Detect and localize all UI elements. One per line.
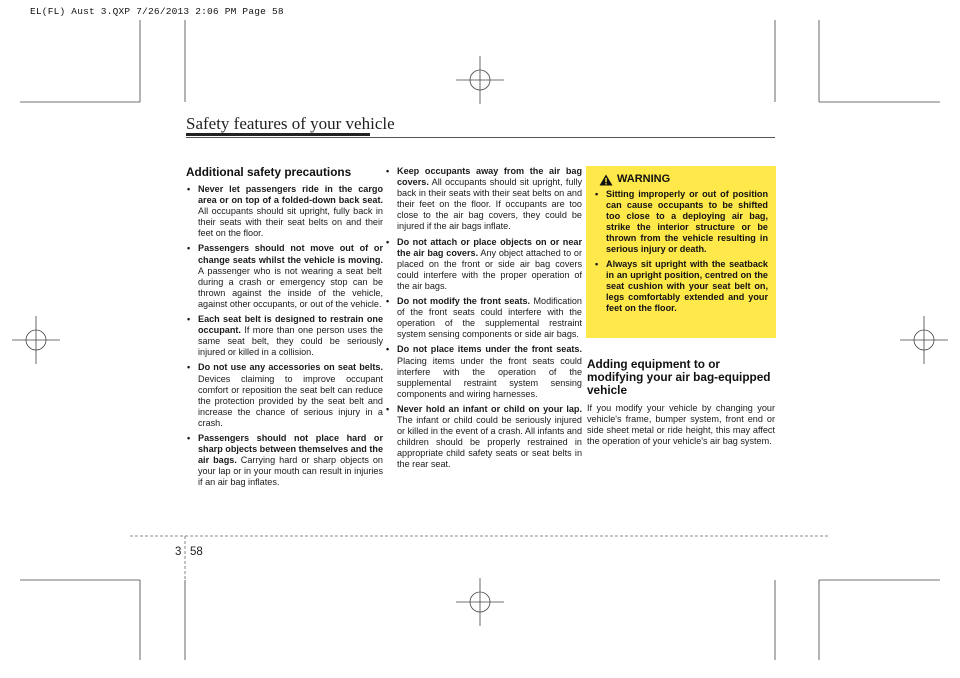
warning-item: • Sitting improperly or out of position can cause occupants to be shifted too close to a deploying air bag, strike the interior structure or be thrown from the vehicle resulting in serious injury or death. (594, 189, 768, 256)
equipment-heading: Adding equipment to or modifying your air bag-equipped vehicle (587, 357, 771, 397)
list-item: • Never let passengers ride in the cargo area or on top of a folded-down back seat. All occupants should sit upright, fully back in their seats with their seat belts on and their feet on the floor. (186, 184, 383, 239)
list-item: • Passengers should not place hard or sharp objects between themselves and the air bags. Carrying hard or sharp objects on your lap or in your mouth can result in injuries if an air bag inflates. (186, 433, 383, 488)
page-number: 58 (190, 546, 203, 558)
list-item: • Do not attach or place objects on or near the air bag covers. Any object attached to or placed on the front or side air bag covers could interfere with the proper operation of the air bags. (385, 237, 582, 292)
list-item: • Keep occupants away from the air bag covers. All occupants should sit upright, fully back in their seats with their seat belts on and their feet on the floor. If occupants are too close to the air bag covers, they could be injured if the air bags inflate. (385, 166, 582, 233)
list-item: • Each seat belt is designed to restrain one occupant. If more than one person uses the same seat belt, they could be seriously injured or killed in a collision. (186, 314, 383, 358)
warning-triangle-icon (599, 174, 613, 186)
column-left (186, 166, 383, 492)
chapter-number: 3 (175, 546, 182, 558)
section-title: Safety features of your vehicle (186, 114, 395, 133)
list-item: • Do not place items under the front seats. Placing items under the front seats could interfere with the operation of the supplemental restraint system sensing components and wiring harnesses. (385, 344, 582, 399)
print-slug: EL(FL) Aust 3.QXP 7/26/2013 2:06 PM Page 58 (30, 6, 284, 17)
list-item: • Do not use any accessories on seat belts. Devices claiming to improve occupant comfort or reposition the seat belt can reduce the protection provided by the seat belt and increase the chance of serious injury in a crash. (186, 362, 383, 429)
warning-title: WARNING (617, 173, 671, 186)
precautions-list (186, 184, 383, 488)
list-item: • Do not modify the front seats. Modification of the front seats could interfere with the operation of the supplemental restraint system sensing components or side air bags. (385, 296, 582, 340)
column-middle (385, 166, 582, 474)
warning-header (599, 174, 768, 186)
warning-item: • Always sit upright with the seatback in an upright position, centred on the seat cushion with your seat belt on, legs comfortably extended and your feet on the floor. (594, 259, 768, 314)
equipment-paragraph: If you modify your vehicle by changing your vehicle's frame, bumper system, front end or side sheet metal or ride height, this may affect the operation of your vehicle's air bag system. (587, 403, 775, 447)
warning-list (594, 189, 768, 314)
column-right (587, 358, 775, 447)
list-item: • Never hold an infant or child on your lap. The infant or child could be seriously injured or killed in the event of a crash. All infants and children should be properly restrained in appropriate child safety seats or seat belts in the rear seat. (385, 404, 582, 471)
air-bag-precautions-list (385, 166, 582, 470)
precautions-heading: Additional safety precautions (186, 165, 352, 179)
warning-box (586, 166, 776, 338)
list-item: • Passengers should not move out of or change seats whilst the vehicle is moving. A passenger who is not wearing a seat belt during a crash or emergency stop can be thrown against the inside of the vehicle, against other occupants, or out of the vehicle. (186, 243, 383, 310)
